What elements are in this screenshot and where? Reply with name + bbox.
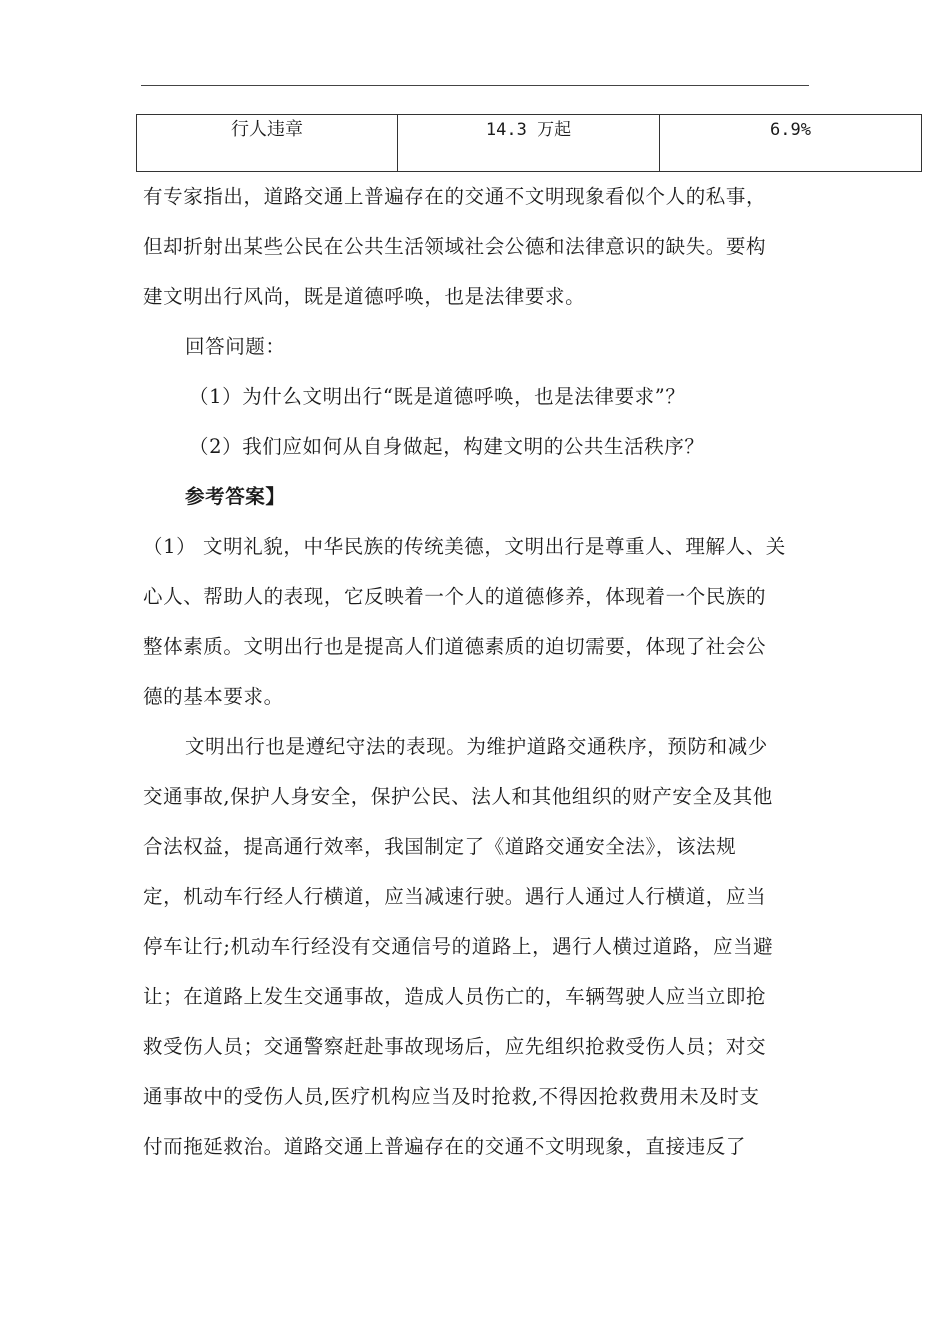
text-line: 合法权益，提高通行效率，我国制定了《道路交通安全法》，该法规 <box>143 835 737 858</box>
text-line: 文明出行也是遵纪守法的表现。为维护道路交通秩序，预防和减少 <box>185 735 768 758</box>
text-line: 停车让行;机动车行经没有交通信号的道路上，遇行人横过道路，应当避 <box>143 935 774 958</box>
table-cell-percentage: 6.9% <box>660 115 922 172</box>
table-cell-category: 行人违章 <box>137 115 398 172</box>
text-line: 德的基本要求。 <box>143 685 284 708</box>
text-line: 建文明出行风尚，既是道德呼唤，也是法律要求。 <box>143 285 586 308</box>
text-line: 有专家指出，道路交通上普遍存在的交通不文明现象看似个人的私事， <box>143 185 767 208</box>
text-line: 但却折射出某些公民在公共生活领域社会公德和法律意识的缺失。要构 <box>143 235 767 258</box>
text-line: 付而拖延救治。道路交通上普遍存在的交通不文明现象，直接违反了 <box>143 1135 747 1158</box>
question-2: （2）我们应如何从自身做起，构建文明的公共生活秩序？ <box>189 435 705 458</box>
question-prompt: 回答问题： <box>185 335 286 358</box>
answer-heading: 参考答案】 <box>185 485 286 508</box>
answer-paragraph-2 <box>143 722 813 1172</box>
text-line: 救受伤人员；交通警察赶赴事故现场后，应先组织抢救受伤人员；对交 <box>143 1035 767 1058</box>
document-body <box>143 172 813 1172</box>
text-line: 通事故中的受伤人员,医疗机构应当及时抢救,不得因抢救费用未及时支 <box>143 1085 760 1108</box>
text-line: 定，机动车行经人行横道，应当减速行驶。遇行人通过人行横道，应当 <box>143 885 767 908</box>
text-line: 让；在道路上发生交通事故，造成人员伤亡的，车辆驾驶人应当立即抢 <box>143 985 767 1008</box>
table-row <box>137 115 922 172</box>
text-line: （1） 文明礼貌，中华民族的传统美德，文明出行是尊重人、理解人、关 <box>143 535 786 558</box>
header-rule <box>141 85 809 86</box>
answer-paragraph-1 <box>143 522 813 722</box>
statistics-table <box>136 114 922 172</box>
text-line: 整体素质。文明出行也是提高人们道德素质的迫切需要，体现了社会公 <box>143 635 767 658</box>
question-1: （1）为什么文明出行“既是道德呼唤，也是法律要求”？ <box>189 385 686 408</box>
text-line: 交通事故,保护人身安全，保护公民、法人和其他组织的财产安全及其他 <box>143 785 773 808</box>
text-line: 心人、帮助人的表现，它反映着一个人的道德修养，体现着一个民族的 <box>143 585 767 608</box>
table-cell-count: 14.3 万起 <box>398 115 660 172</box>
intro-paragraph <box>143 172 813 322</box>
